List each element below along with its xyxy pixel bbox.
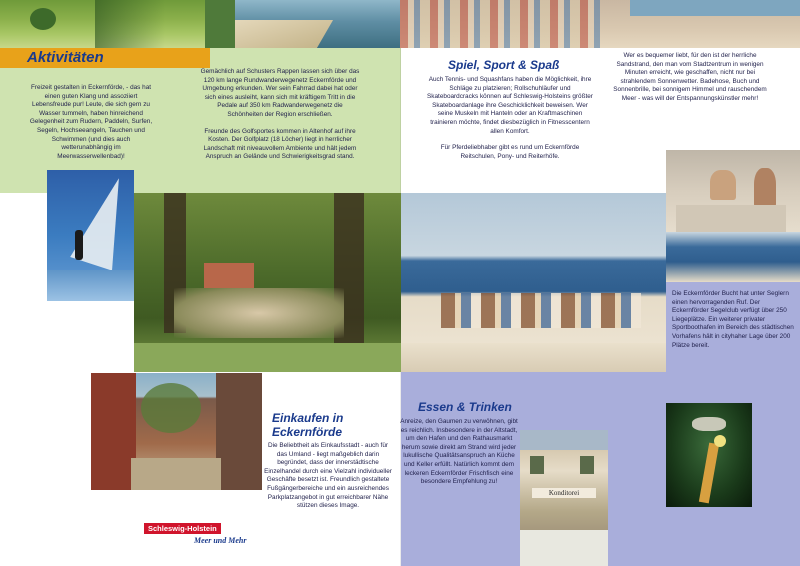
essen-title: Essen & Trinken <box>418 400 512 414</box>
shopping-street-photo <box>91 373 262 490</box>
top-left-meadow-photo <box>0 0 205 48</box>
schleswig-holstein-logo <box>144 518 262 544</box>
aktivitaeten-col1 <box>28 84 154 169</box>
essen-text <box>400 418 518 495</box>
logo-line2: Meer und Mehr <box>194 536 247 545</box>
einkaufen-text <box>262 442 394 519</box>
aktivitaeten-title: Aktivitäten <box>27 49 104 66</box>
spiel-title: Spiel, Sport & Spaß <box>448 58 560 72</box>
diver-photo <box>666 403 752 507</box>
einkaufen-title-line1: Einkaufen in <box>272 411 344 425</box>
einkaufen-title-line2: Eckernförde <box>272 425 343 439</box>
beach-chairs-photo <box>401 193 666 372</box>
windsurfer-photo <box>47 170 134 301</box>
top-middle-coast-photo <box>205 0 400 48</box>
spiel-p1: Auch Tennis- und Squashfans haben die Möglichkeit, ihre Schläge zu platzieren; Rollschuhläufer und Skateboardcracks können auf Schleswig-Holsteins größter Skateboardanlage ihre Geschicklichkeit beweisen. Wer seine Muskeln mit Hanteln oder an Kraftmaschinen trainieren möchte, findet diesbezüglich in Fitnesscentern allen Komfort. <box>427 76 593 135</box>
spiel-p2: Für Pferdeliebhaber gibt es rund um Eckernförde Reitschulen, Pony- und Reiterhöfe. <box>440 144 580 160</box>
logo-line1: Schleswig-Holstein <box>144 523 221 534</box>
top-right-beach-crowd-photo <box>400 0 800 48</box>
aktivitaeten-col2-p1: Gemächlich auf Schusters Rappen lassen sich über das 120 km lange Rundwanderwegenetz Eckernförde und Umgebung erkunden. Wer sein Fahrrad dabei hat oder sich eines ausleiht, kann sich mit kräftigem Tritt in die Pedale auf 350 km Radwanderwegenetz die Schönheiten der Region erschließen. <box>200 68 360 118</box>
aktivitaeten-col2 <box>200 68 360 170</box>
essen-p: Anreize, den Gaumen zu verwöhnen, gibt es reichlich. Insbesondere in der Altstadt, um den Hafen und den Rathausmarkt herum sowie direkt am Strand wird jeder lukullische Qualitätsanspruch an Küche und Keller erfüllt. Natürlich kommt dem leckeren Eckernförder Frischfisch eine besondere Empfehlung zu! <box>400 418 518 486</box>
konditorei-sign: Konditorei <box>532 488 596 498</box>
spiel-text <box>425 76 595 169</box>
einkaufen-p: Die Beliebtheit als Einkaufsstadt - auch für das Umland - liegt maßgeblich darin begründet, dass der innerstädtische Einzelhandel durch eine Vielzahl individueller Geschäfte besetzt ist. Freundlich gestaltete Fußgängerbereiche und ein ausreichendes Parkplatzangebot in gut erreichbarer Nähe stützen dieses Image. <box>264 442 392 510</box>
aktivitaeten-col1-text: Freizeit gestalten in Eckernförde, - das hat einen guten Klang und assoziiert Lebensfreude pur! Leute, die sich gern zu Wasser tummeln, haben hinreichend Gelegenheit zum Rudern, Paddeln, Surfen, Segeln, Hochseeangeln, Tauchen und Schwimmen (und dies auch wetterunabhängig im Meerwasserwellenbad)! <box>29 84 153 160</box>
beach-chairs-photo-ext <box>666 232 800 282</box>
bucht-text <box>672 290 794 358</box>
spiel-right-p: Wer es bequemer liebt, für den ist der herrliche Sandstrand, den man vom Stadtzentrum in wenigen Minuten erreicht, wie geschaffen, nicht nur bei strahlendem Sonnenwetter. Badehose, Buch und Sonnenbrille, bei sonnigem Himmel und rauschendem Meer - was will der Entspannungskünstler mehr! <box>613 52 767 102</box>
bucht-p: Die Eckernförder Bucht hat unter Seglern einen hervorragenden Ruf. Der Eckernförder Segelclub verfügt über 250 Liegeplätze. Ein weiterer privater Sportboothafen im Bereich des städtischen Vorhafens hält in cityhaher Lage über 200 Plätze bereit. <box>672 290 794 349</box>
spiel-right-text <box>610 52 770 112</box>
forest-cyclists-photo <box>134 193 401 372</box>
einkaufen-title <box>272 411 343 439</box>
children-beach-photo <box>666 150 800 232</box>
aktivitaeten-col2-p2: Freunde des Golfsportes kommen in Altenhof auf ihre Kosten. Der Golfplatz (18 Löcher) liegt in herrlicher Landschaft mit niveauvollem Ambiente und hält jedem Anspruch an Gelände und Schwierigkeitsgrad stand. <box>203 127 357 161</box>
konditorei-cafe-photo <box>520 430 608 566</box>
